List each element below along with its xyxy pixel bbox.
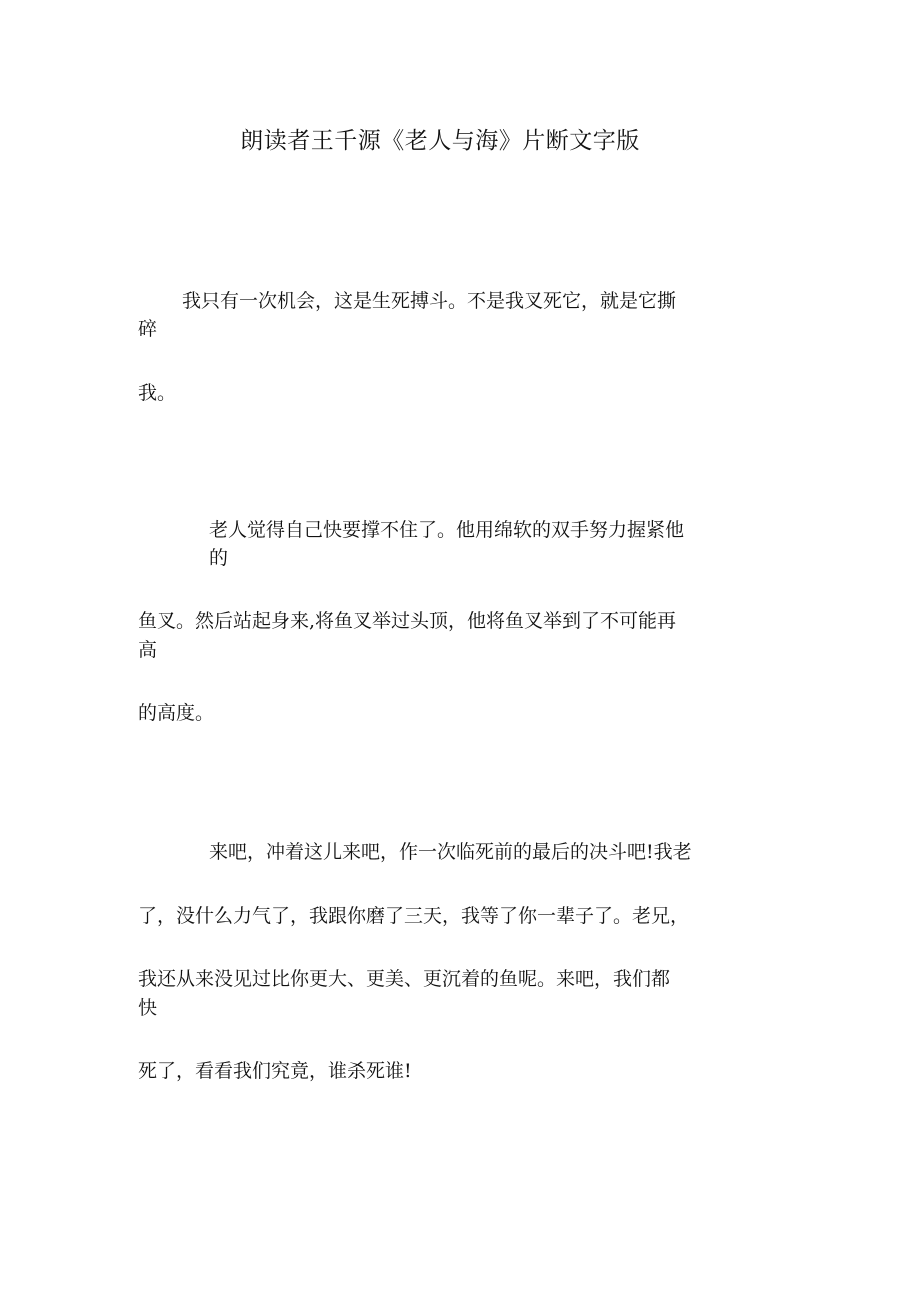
paragraph-line: 我还从来没见过比你更大、更美、更沉着的鱼呢。来吧，我们都 [138,968,671,990]
paragraph-line: 的高度。 [138,702,215,724]
paragraph-line: 我。 [138,382,177,404]
paragraph-line: 老人觉得自己快要撑不住了。他用绵软的双手努力握紧他 [209,519,685,541]
paragraph-line: 的 [209,547,229,569]
paragraph-line: 了，没什么力气了，我跟你磨了三天，我等了你一辈子了。老兄， [138,905,690,927]
paragraph-line: 鱼叉。然后站起身来,将鱼叉举过头顶，他将鱼叉举到了不可能再 [138,610,677,632]
document-title: 朗读者王千源《老人与海》片断文字版 [240,128,640,154]
paragraph-line: 我只有一次机会，这是生死搏斗。不是我叉死它，就是它撕 [182,290,677,312]
paragraph-line: 碎 [138,318,158,340]
paragraph-line: 死了，看看我们究竟，谁杀死谁! [138,1060,412,1082]
paragraph-line: 来吧，冲着这儿来吧，作一次临死前的最后的决斗吧!我老 [209,841,692,863]
paragraph-line: 快 [138,997,158,1019]
paragraph-line: 高 [138,639,158,661]
